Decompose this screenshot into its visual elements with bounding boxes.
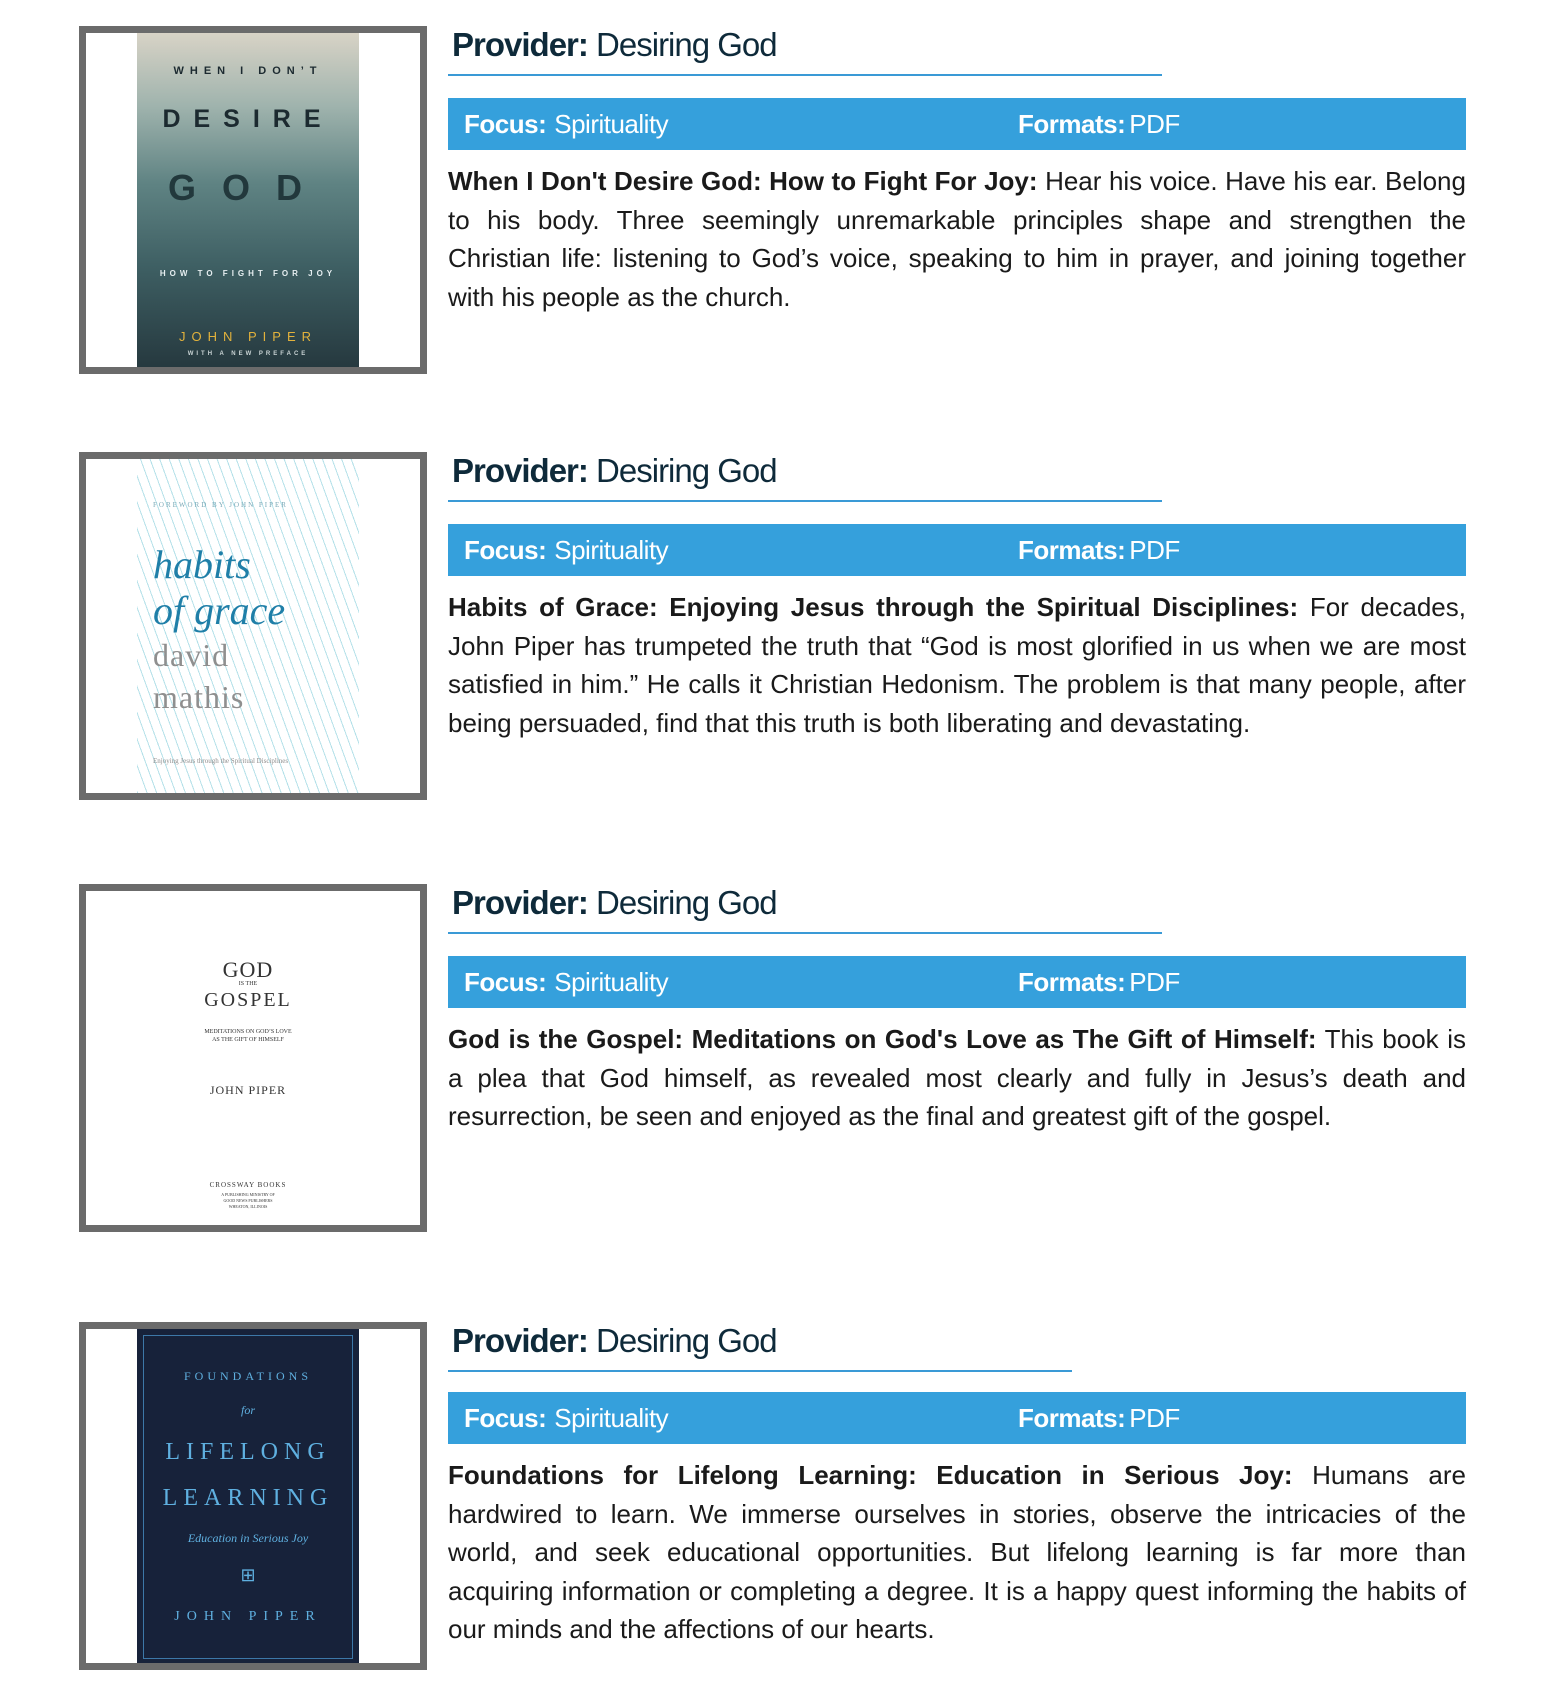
formats-value: PDF <box>1129 967 1180 997</box>
meta-bar <box>448 1392 1466 1444</box>
book-cover-image[interactable] <box>137 33 359 367</box>
provider-underline <box>448 500 1162 502</box>
formats-label: Formats: <box>1018 109 1126 139</box>
provider-line <box>452 884 777 922</box>
resource-description <box>448 162 1466 316</box>
cover-subtitle: MEDITATIONS ON GOD’S LOVE <box>204 1029 292 1035</box>
description-text: This book is a plea that God himself, as revealed most clearly and fully in Jesus’s death and resurrection, be seen and enjoyed as the final and greatest gift of the gospel. <box>448 1024 1466 1131</box>
provider-label: Provider: <box>452 1322 588 1359</box>
book-cover-frame <box>79 884 427 1232</box>
cover-author: david <box>153 637 230 673</box>
cover-subtitle: HOW TO FIGHT FOR JOY <box>159 269 337 278</box>
cover-subtitle: Education in Serious Joy <box>187 1531 309 1545</box>
cover-author: mathis <box>153 679 245 715</box>
formats-label: Formats: <box>1018 535 1126 565</box>
resource-description <box>448 1020 1466 1136</box>
provider-value: Desiring God <box>596 452 777 489</box>
meta-bar <box>448 956 1466 1008</box>
focus-field <box>464 535 668 566</box>
provider-label: Provider: <box>452 884 588 921</box>
cover-text: for <box>240 1403 255 1417</box>
provider-value: Desiring God <box>596 884 777 921</box>
resource-title: When I Don't Desire God: How to Fight For Joy: <box>448 166 1038 196</box>
cover-text: IS THE <box>238 981 258 987</box>
provider-label: Provider: <box>452 452 588 489</box>
cover-author: JOHN PIPER <box>209 1083 287 1097</box>
book-cover-image[interactable] <box>137 1329 359 1663</box>
cover-publisher-note: GOOD NEWS PUBLISHERS <box>223 1198 273 1203</box>
resource-title: God is the Gospel: Meditations on God's Love as The Gift of Himself: <box>448 1024 1317 1054</box>
cover-emblem-icon: ⊞ <box>240 1565 256 1585</box>
provider-line <box>452 1322 777 1360</box>
resource-description <box>448 588 1466 742</box>
book-cover-image[interactable] <box>137 459 359 793</box>
cover-publisher: CROSSWAY BOOKS <box>209 1181 287 1189</box>
description-text: Humans are hardwired to learn. We immerse ourselves in stories, observe the intricacies of the world, and seek educational opportunities. But lifelong learning is far more than acquiring information or completing a degree. It is a happy quest informing the habits of our minds and the affections of our hearts. <box>448 1460 1467 1644</box>
cover-title: GOD <box>222 957 274 982</box>
resource-title: Habits of Grace: Enjoying Jesus through the Spiritual Disciplines: <box>448 592 1299 622</box>
formats-field <box>1018 535 1180 566</box>
formats-value: PDF <box>1129 535 1180 565</box>
focus-field <box>464 109 668 140</box>
formats-label: Formats: <box>1018 967 1126 997</box>
focus-field <box>464 1403 668 1434</box>
meta-bar <box>448 524 1466 576</box>
provider-underline <box>448 1370 1072 1372</box>
provider-value: Desiring God <box>596 1322 777 1359</box>
cover-title: DESIRE <box>162 105 334 133</box>
cover-author: JOHN PIPER <box>174 1609 322 1624</box>
cover-text: FOREWORD BY JOHN PIPER <box>153 501 288 509</box>
provider-line <box>452 26 777 64</box>
formats-value: PDF <box>1129 109 1180 139</box>
cover-title: GOSPEL <box>204 989 292 1011</box>
resource-entry <box>0 884 1544 1244</box>
cover-title: LEARNING <box>162 1485 334 1511</box>
formats-label: Formats: <box>1018 1403 1126 1433</box>
description-text: Hear his voice. Have his ear. Belong to his body. Three seemingly unremarkable principles shape and strengthen the Christian life: listening to God’s voice, speaking to him in prayer, and joining together with his people as the church. <box>448 166 1466 312</box>
meta-bar <box>448 98 1466 150</box>
focus-label: Focus: <box>464 109 547 139</box>
book-cover-frame <box>79 1322 427 1670</box>
cover-title: GOD <box>167 167 328 208</box>
resource-entry <box>0 452 1544 812</box>
focus-label: Focus: <box>464 1403 547 1433</box>
resource-entry <box>0 26 1544 386</box>
provider-underline <box>448 74 1162 76</box>
provider-value: Desiring God <box>596 26 777 63</box>
cover-text: FOUNDATIONS <box>183 1369 312 1383</box>
provider-underline <box>448 932 1162 934</box>
formats-field <box>1018 967 1180 998</box>
cover-publisher-note: WHEATON, ILLINOIS <box>228 1204 268 1209</box>
book-cover-frame <box>79 452 427 800</box>
focus-value: Spirituality <box>554 109 669 139</box>
formats-field <box>1018 1403 1180 1434</box>
description-text: For decades, John Piper has trumpeted the truth that “God is most glorified in us when we are most satisfied in him.” He calls it Christian Hedonism. The problem is that many people, after being persuaded, find that this truth is both liberating and devastating. <box>448 592 1466 738</box>
cover-text: WHEN I DON’T <box>173 65 323 77</box>
focus-value: Spirituality <box>554 1403 669 1433</box>
cover-title: habits <box>153 542 251 587</box>
book-cover-image[interactable] <box>137 891 359 1225</box>
focus-field <box>464 967 668 998</box>
focus-value: Spirituality <box>554 535 669 565</box>
formats-value: PDF <box>1129 1403 1180 1433</box>
resource-entry <box>0 1322 1544 1682</box>
focus-label: Focus: <box>464 535 547 565</box>
cover-subtitle: Enjoying Jesus through the Spiritual Disciplines <box>153 757 289 765</box>
resource-description <box>448 1456 1466 1649</box>
resource-title: Foundations for Lifelong Learning: Education in Serious Joy: <box>448 1460 1293 1490</box>
provider-line <box>452 452 777 490</box>
focus-label: Focus: <box>464 967 547 997</box>
provider-label: Provider: <box>452 26 588 63</box>
cover-author: JOHN PIPER <box>178 329 317 344</box>
cover-subtitle: AS THE GIFT OF HIMSELF <box>212 1037 284 1043</box>
book-cover-frame <box>79 26 427 374</box>
cover-title: of grace <box>153 588 286 633</box>
formats-field <box>1018 109 1180 140</box>
cover-publisher-note: A PUBLISHING MINISTRY OF <box>221 1192 275 1197</box>
cover-note: WITH A NEW PREFACE <box>187 351 309 357</box>
focus-value: Spirituality <box>554 967 669 997</box>
cover-title: LIFELONG <box>165 1439 331 1465</box>
